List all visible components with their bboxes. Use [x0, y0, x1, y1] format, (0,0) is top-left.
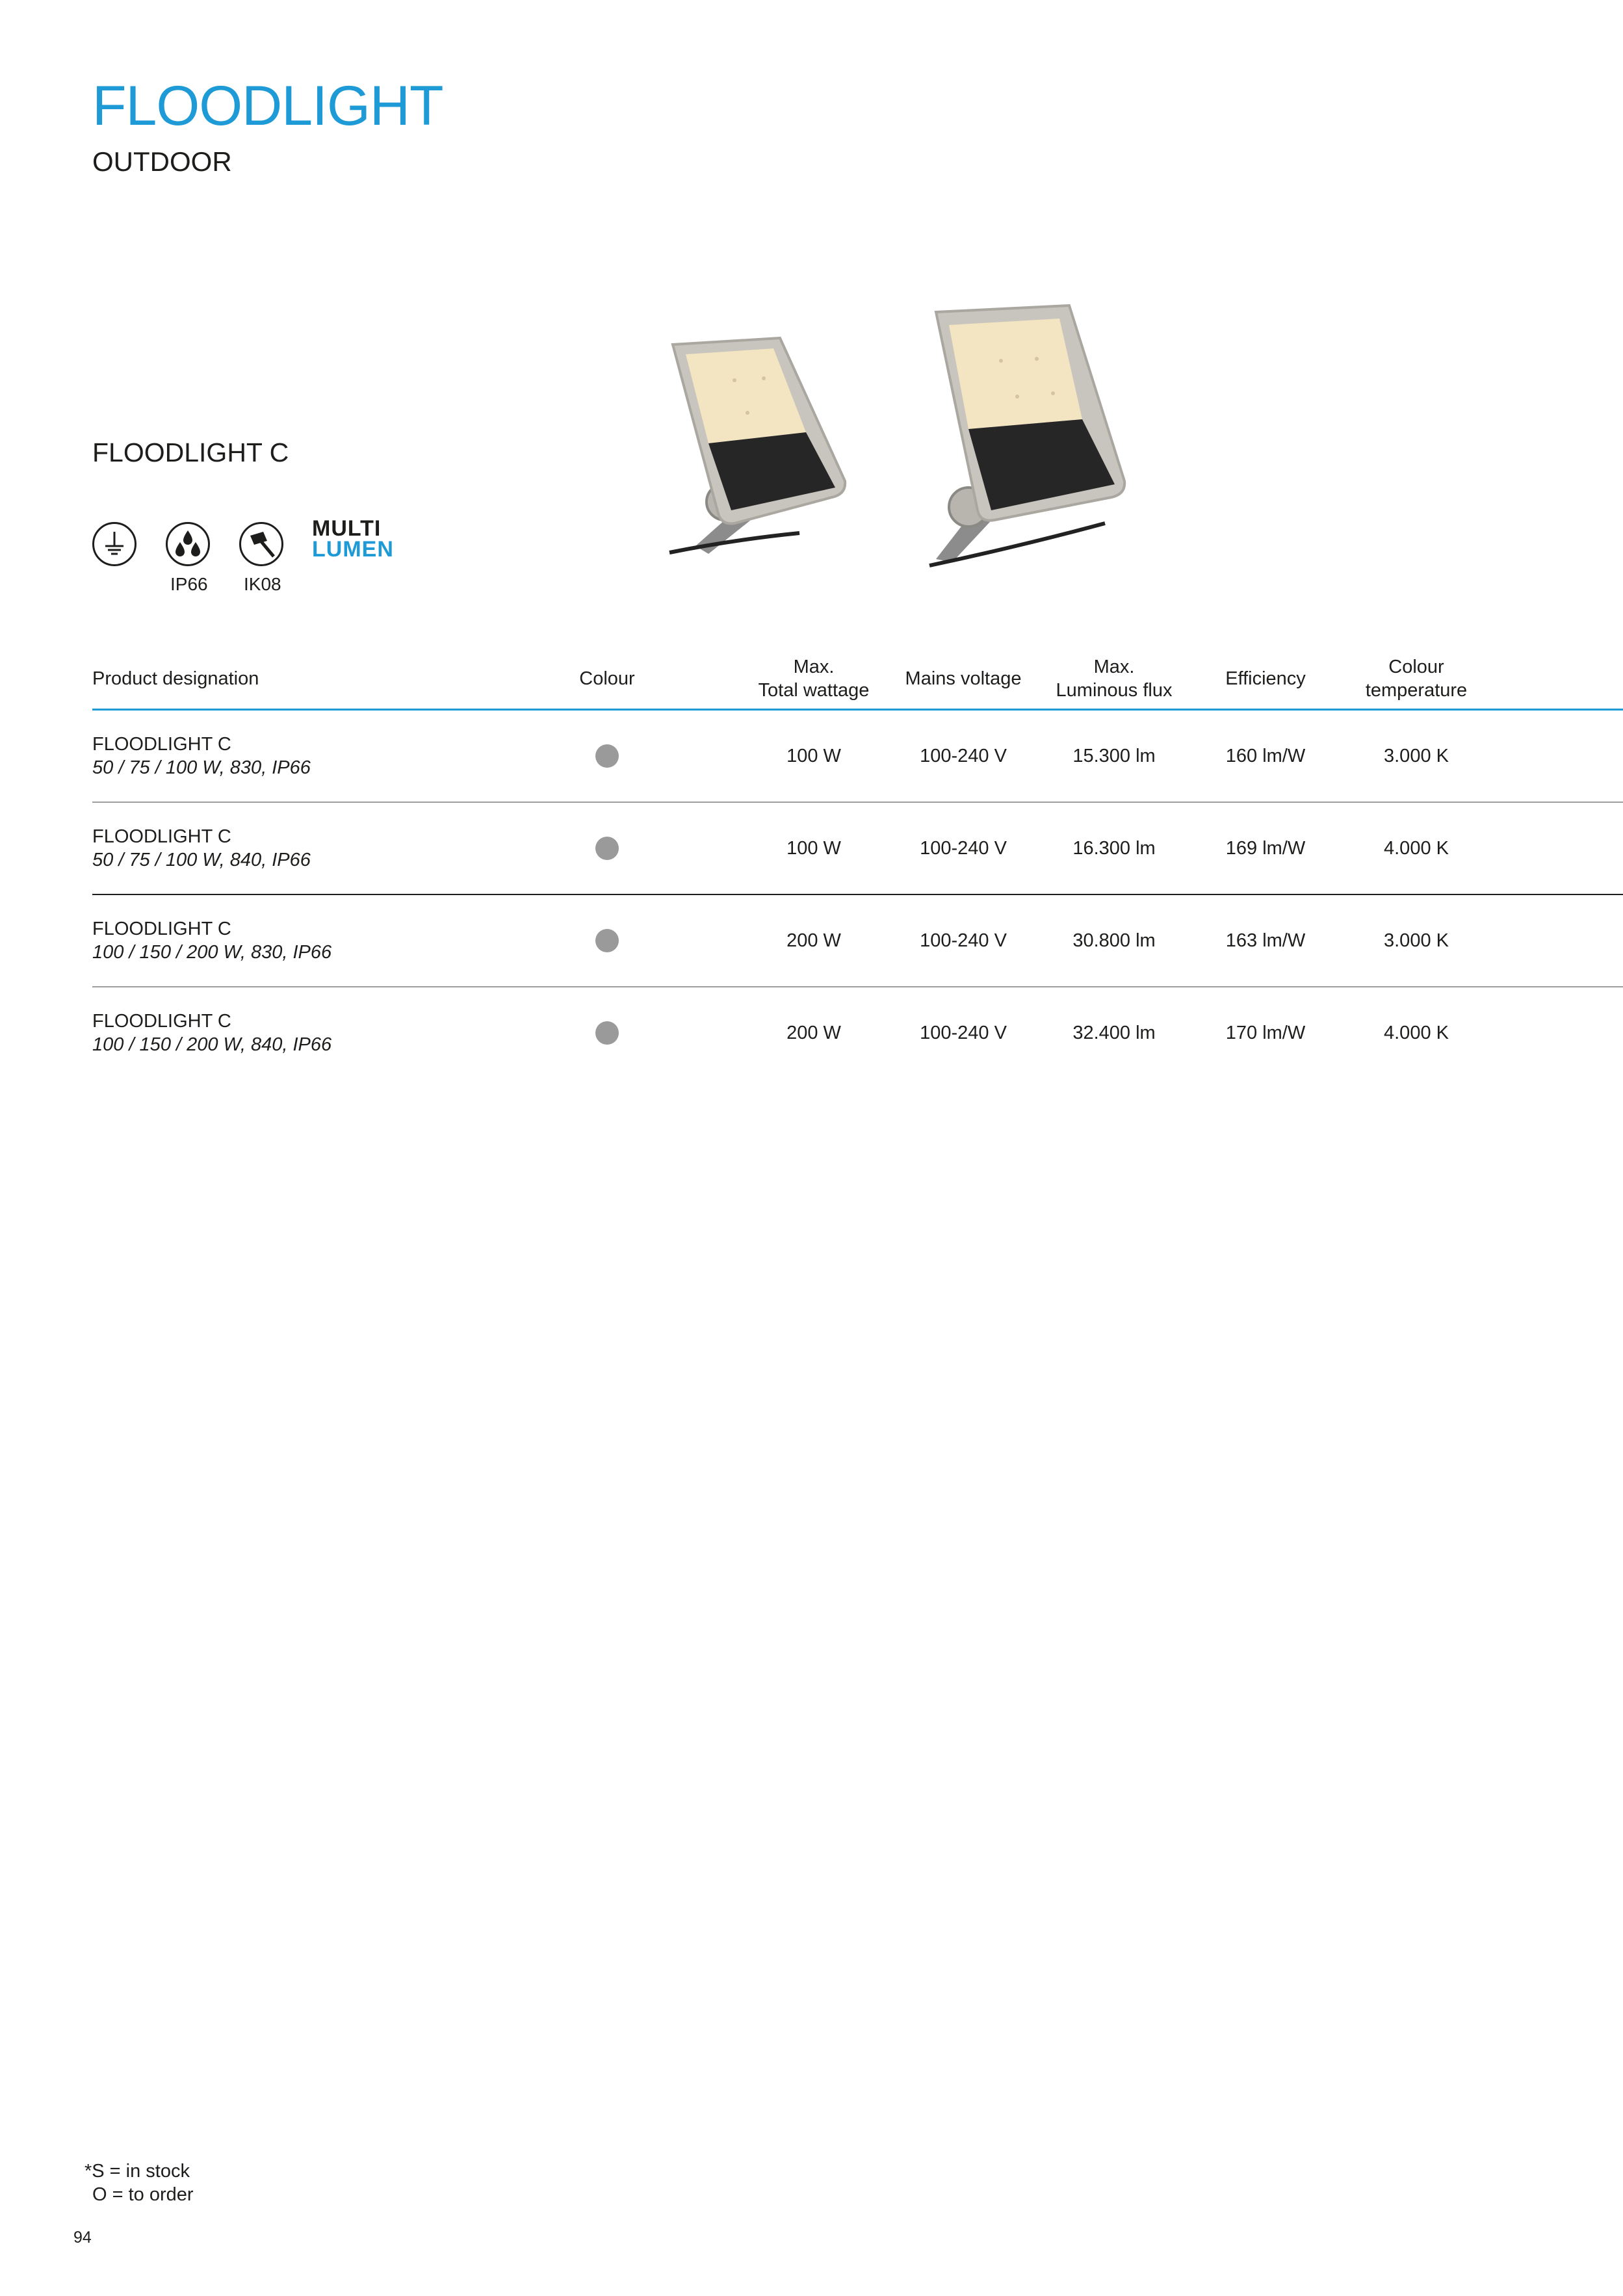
certification-icons	[92, 517, 417, 595]
table-row	[92, 895, 1623, 987]
product-photo	[656, 299, 1163, 572]
stock-footnote	[84, 2159, 194, 2206]
row-colour	[575, 987, 640, 1078]
row-voltage: 100-240 V	[920, 930, 1007, 951]
row-designation	[92, 711, 311, 802]
footnote-to-order: O = to order	[92, 2184, 194, 2205]
impact-hammer-icon	[239, 522, 283, 566]
row-wattage: 100 W	[786, 745, 841, 766]
colour-swatch	[595, 744, 619, 768]
ik-rating-label: IK08	[244, 574, 281, 594]
footnote-in-stock: *S = in stock	[84, 2161, 190, 2182]
row-voltage: 100-240 V	[920, 745, 1007, 766]
row-efficiency: 170 lm/W	[1225, 1022, 1306, 1043]
row-flux: 16.300 lm	[1072, 837, 1156, 859]
row-wattage: 100 W	[786, 837, 841, 859]
colour-swatch	[595, 837, 619, 860]
row-flux: 30.800 lm	[1072, 930, 1156, 951]
ip-water-drops-icon	[166, 522, 210, 566]
table-header	[92, 650, 1623, 711]
row-flux: 15.300 lm	[1072, 745, 1156, 766]
protective-earth-icon	[92, 522, 136, 566]
table-row	[92, 987, 1623, 1078]
row-voltage: 100-240 V	[920, 1022, 1007, 1043]
product-name: FLOODLIGHT C	[92, 437, 289, 467]
header-colour: Colour	[579, 668, 635, 689]
header-temperature-line1: Colour	[1388, 657, 1444, 677]
row-name: FLOODLIGHT C	[92, 826, 231, 847]
page-subtitle: OUTDOOR	[92, 146, 232, 177]
page-title: FLOODLIGHT	[92, 75, 443, 137]
product-table	[92, 650, 1623, 1078]
row-spec: 50 / 75 / 100 W, 830, IP66	[92, 757, 311, 778]
header-designation: Product designation	[92, 668, 259, 689]
header-temperature	[1319, 650, 1514, 707]
row-name: FLOODLIGHT C	[92, 734, 231, 755]
row-temperature: 4.000 K	[1384, 1022, 1449, 1043]
row-spec: 100 / 150 / 200 W, 840, IP66	[92, 1034, 332, 1055]
row-colour	[575, 803, 640, 894]
row-flux: 32.400 lm	[1072, 1022, 1156, 1043]
row-designation	[92, 895, 331, 986]
row-wattage: 200 W	[786, 1022, 841, 1043]
table-row	[92, 803, 1623, 895]
floodlight-large-image	[929, 306, 1124, 566]
row-designation	[92, 803, 311, 894]
header-wattage-line1: Max.	[793, 657, 835, 677]
row-efficiency: 169 lm/W	[1225, 837, 1306, 859]
floodlight-small-image	[669, 338, 845, 554]
ip-rating-label: IP66	[170, 574, 208, 594]
row-efficiency: 163 lm/W	[1225, 930, 1306, 951]
lumen-label: LUMEN	[312, 537, 394, 562]
header-wattage-line2: Total wattage	[758, 680, 870, 701]
header-voltage: Mains voltage	[905, 668, 1022, 689]
table-row	[92, 711, 1623, 803]
colour-swatch	[595, 1021, 619, 1045]
row-colour	[575, 711, 640, 802]
row-temperature: 3.000 K	[1384, 930, 1449, 951]
multi-lumen-badge	[312, 518, 394, 560]
row-wattage: 200 W	[786, 930, 841, 951]
row-temperature: 3.000 K	[1384, 745, 1449, 766]
row-efficiency: 160 lm/W	[1225, 745, 1306, 766]
row-spec: 100 / 150 / 200 W, 830, IP66	[92, 942, 332, 963]
header-temperature-line2: temperature	[1365, 680, 1468, 701]
header-flux-line2: Luminous flux	[1056, 680, 1173, 701]
multi-label: MULTI	[312, 516, 382, 541]
row-temperature: 4.000 K	[1384, 837, 1449, 859]
row-spec: 50 / 75 / 100 W, 840, IP66	[92, 850, 311, 870]
row-name: FLOODLIGHT C	[92, 919, 231, 939]
row-colour	[575, 895, 640, 986]
colour-swatch	[595, 929, 619, 952]
row-voltage: 100-240 V	[920, 837, 1007, 859]
row-name: FLOODLIGHT C	[92, 1011, 231, 1032]
header-efficiency: Efficiency	[1225, 668, 1306, 689]
row-designation	[92, 987, 331, 1078]
page-number: 94	[73, 2228, 92, 2247]
header-flux-line1: Max.	[1093, 657, 1135, 677]
